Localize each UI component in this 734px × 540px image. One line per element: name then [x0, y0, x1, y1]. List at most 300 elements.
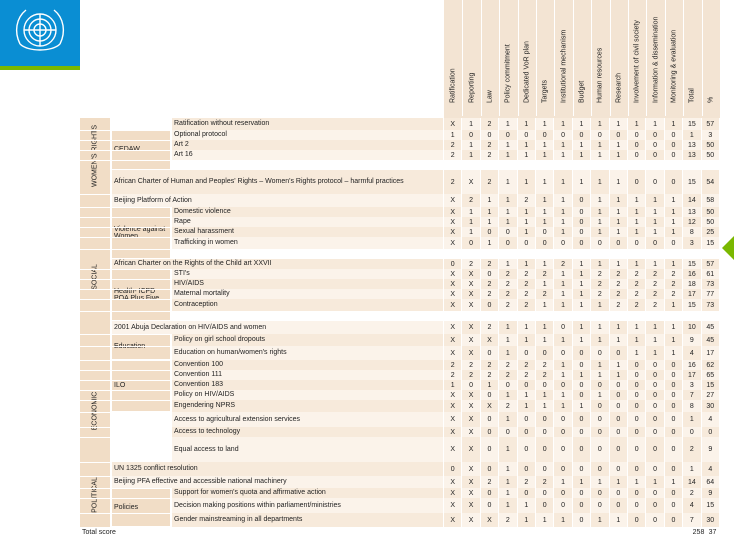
score-cell: 1: [628, 217, 646, 227]
score-cell: 1: [499, 118, 517, 130]
score-cell: 1: [665, 476, 683, 488]
score-cell: 2: [481, 170, 499, 194]
score-cell: 2: [536, 289, 554, 299]
score-cell: 2: [481, 150, 499, 160]
score-cell: 1: [499, 334, 517, 346]
score-cell: 0: [646, 412, 664, 427]
score-cell: 1: [646, 259, 664, 269]
score-cell: 0: [628, 150, 646, 160]
score-cell: 1: [610, 513, 628, 527]
score-cell: 1: [573, 279, 591, 289]
score-cell: 2: [628, 289, 646, 299]
score-cell: 13: [683, 207, 701, 217]
score-cell: 2: [554, 259, 572, 269]
score-cell: 0: [628, 412, 646, 427]
score-cell: 0: [665, 513, 683, 527]
score-cell: 2: [481, 360, 499, 370]
score-cell: 0: [573, 194, 591, 207]
score-cell: 0: [554, 380, 572, 390]
score-cell: 1: [536, 259, 554, 269]
score-cell: X: [462, 170, 480, 194]
score-cell: 0: [591, 400, 609, 412]
score-cell: X: [462, 513, 480, 527]
score-cell: 1: [536, 170, 554, 194]
score-cell: X: [444, 427, 462, 437]
score-cell: X: [444, 207, 462, 217]
score-cell: 1: [683, 412, 701, 427]
row-label: Equal access to land: [172, 437, 444, 462]
score-cell: 2: [646, 269, 664, 279]
score-cell: 17: [702, 346, 720, 360]
score-cell: 18: [683, 279, 701, 289]
column-header: [591, 0, 610, 116]
score-cell: 4: [683, 346, 701, 360]
un-emblem-icon: [6, 4, 74, 62]
score-cell: 0: [573, 498, 591, 513]
score-cell: 1: [554, 140, 572, 150]
score-cell: 0: [610, 412, 628, 427]
score-cell: 1: [536, 207, 554, 217]
score-cell: 2: [499, 513, 517, 527]
row-label: Sexual harassment: [172, 227, 444, 237]
score-cell: 0: [481, 346, 499, 360]
score-cell: 0: [646, 498, 664, 513]
score-cell: 1: [573, 299, 591, 311]
score-cell: 2: [499, 400, 517, 412]
row-subgroup: Violence against Women: [112, 207, 170, 259]
score-cell: 45: [702, 321, 720, 334]
score-cell: 10: [683, 321, 701, 334]
score-cell: 0: [610, 346, 628, 360]
score-cell: 1: [591, 259, 609, 269]
score-cell: X: [462, 437, 480, 462]
score-cell: 1: [610, 321, 628, 334]
score-cell: X: [462, 289, 480, 299]
score-cell: 0: [481, 437, 499, 462]
score-cell: 1: [481, 207, 499, 217]
row-label: Optional protocol: [172, 130, 444, 140]
row-label: Convention 111: [172, 370, 444, 380]
score-cell: 0: [536, 346, 554, 360]
score-cell: 2: [518, 360, 536, 370]
score-cell: 1: [573, 289, 591, 299]
column-header-label: Monitoring & evaluation: [670, 29, 678, 103]
total-score-percent: 37: [708, 529, 717, 536]
score-cell: 0: [518, 130, 536, 140]
score-cell: 1: [628, 259, 646, 269]
score-cell: 1: [518, 498, 536, 513]
column-header-label: Policy commitment: [504, 44, 512, 103]
column-header: [462, 0, 481, 116]
score-cell: 1: [554, 279, 572, 289]
score-cell: 0: [536, 380, 554, 390]
score-cell: 0: [646, 462, 664, 476]
score-cell: 4: [683, 498, 701, 513]
score-cell: X: [462, 476, 480, 488]
score-cell: 0: [554, 130, 572, 140]
score-cell: 1: [610, 194, 628, 207]
score-cell: 1: [591, 227, 609, 237]
score-cell: 0: [665, 390, 683, 400]
score-cell: 0: [591, 488, 609, 498]
row-label: African Charter of Human and Peoples' Rights – Women's Rights protocol – harmful practices: [112, 170, 444, 194]
score-cell: 1: [554, 513, 572, 527]
score-cell: 1: [462, 217, 480, 227]
score-cell: 0: [481, 299, 499, 311]
total-score-value: 258: [692, 529, 705, 536]
score-cell: 17: [683, 289, 701, 299]
score-cell: 1: [554, 118, 572, 130]
score-cell: 0: [554, 237, 572, 249]
score-cell: X: [444, 237, 462, 249]
column-header: [610, 0, 629, 116]
column-header: [481, 0, 500, 116]
score-cell: 0: [573, 380, 591, 390]
score-cell: 2: [444, 140, 462, 150]
score-cell: 2: [628, 279, 646, 289]
score-cell: 2: [499, 299, 517, 311]
score-cell: 0: [610, 390, 628, 400]
score-cell: 2: [628, 269, 646, 279]
score-cell: 0: [481, 462, 499, 476]
score-cell: 2: [444, 150, 462, 160]
score-cell: 4: [702, 412, 720, 427]
score-cell: 50: [702, 140, 720, 150]
score-cell: 0: [591, 462, 609, 476]
score-cell: 15: [702, 498, 720, 513]
score-cell: 0: [610, 380, 628, 390]
score-cell: 2: [518, 269, 536, 279]
score-cell: 0: [536, 488, 554, 498]
score-cell: 0: [518, 462, 536, 476]
row-label: HIV/AIDS: [172, 279, 444, 289]
score-cell: 0: [591, 130, 609, 140]
score-cell: 1: [554, 360, 572, 370]
score-cell: 0: [444, 462, 462, 476]
score-cell: 0: [481, 412, 499, 427]
score-cell: 0: [518, 427, 536, 437]
score-cell: 0: [573, 513, 591, 527]
score-cell: 1: [610, 227, 628, 237]
score-cell: 1: [591, 140, 609, 150]
column-header-label: Total: [688, 88, 696, 103]
score-cell: 62: [702, 360, 720, 370]
row-label: Access to technology: [172, 427, 444, 437]
score-cell: 0: [499, 380, 517, 390]
score-cell: 1: [628, 334, 646, 346]
score-cell: 2: [518, 370, 536, 380]
row-label: Rape: [172, 217, 444, 227]
score-cell: 1: [665, 299, 683, 311]
score-cell: 1: [646, 118, 664, 130]
score-cell: 0: [591, 412, 609, 427]
score-cell: 0: [444, 259, 462, 269]
score-cell: 1: [646, 346, 664, 360]
score-cell: 1: [536, 279, 554, 289]
row-label: Policy on HIV/AIDS: [172, 390, 444, 400]
score-cell: 1: [554, 476, 572, 488]
column-header-label: Institutional mechanism: [560, 29, 568, 103]
score-cell: 1: [499, 150, 517, 160]
score-cell: X: [444, 194, 462, 207]
score-cell: 1: [591, 390, 609, 400]
score-cell: 2: [665, 289, 683, 299]
score-cell: X: [444, 118, 462, 130]
score-cell: X: [444, 289, 462, 299]
score-cell: 0: [591, 346, 609, 360]
score-cell: 0: [646, 140, 664, 150]
score-cell: 0: [518, 437, 536, 462]
score-cell: 1: [610, 476, 628, 488]
score-cell: 0: [665, 150, 683, 160]
score-cell: 0: [462, 130, 480, 140]
column-header-label: Involvement of civil society: [633, 20, 641, 103]
score-cell: 73: [702, 299, 720, 311]
score-cell: 1: [610, 118, 628, 130]
score-cell: 13: [683, 150, 701, 160]
score-cell: 2: [462, 360, 480, 370]
score-cell: 1: [499, 194, 517, 207]
score-cell: 1: [518, 170, 536, 194]
score-cell: 2: [499, 289, 517, 299]
score-cell: 1: [628, 118, 646, 130]
score-cell: 1: [536, 334, 554, 346]
score-cell: 2: [518, 194, 536, 207]
row-label: African Charter on the Rights of the Child art XXVII: [112, 259, 444, 269]
score-cell: 1: [591, 194, 609, 207]
score-cell: 2: [610, 269, 628, 279]
score-cell: 0: [610, 488, 628, 498]
score-cell: 9: [702, 488, 720, 498]
score-cell: X: [444, 488, 462, 498]
score-cell: 1: [554, 207, 572, 217]
score-cell: 2: [536, 370, 554, 380]
score-cell: 0: [610, 462, 628, 476]
score-cell: 54: [702, 170, 720, 194]
score-cell: 1: [462, 207, 480, 217]
score-cell: 1: [462, 118, 480, 130]
score-cell: 2: [499, 269, 517, 279]
row-label: Maternal mortality: [172, 289, 444, 299]
score-cell: 1: [481, 194, 499, 207]
score-cell: 1: [518, 390, 536, 400]
score-cell: 1: [646, 207, 664, 217]
score-cell: 1: [610, 170, 628, 194]
score-cell: 0: [573, 412, 591, 427]
score-cell: 1: [591, 150, 609, 160]
score-cell: 0: [646, 380, 664, 390]
score-cell: 15: [683, 259, 701, 269]
score-cell: X: [444, 513, 462, 527]
score-cell: 2: [462, 370, 480, 380]
score-cell: 0: [646, 437, 664, 462]
score-cell: X: [462, 462, 480, 476]
score-cell: 2: [518, 299, 536, 311]
score-cell: 0: [628, 360, 646, 370]
score-cell: 0: [536, 130, 554, 140]
score-cell: 1: [591, 217, 609, 227]
score-cell: 0: [628, 400, 646, 412]
score-cell: 2: [646, 299, 664, 311]
row-subgroup: Policies: [112, 488, 170, 527]
row-label: UN 1325 conflict resolution: [112, 462, 444, 476]
score-cell: 1: [573, 321, 591, 334]
score-cell: 1: [646, 217, 664, 227]
score-cell: 1: [518, 400, 536, 412]
row-label: Decision making positions within parliament/ministries: [172, 498, 444, 513]
score-cell: 2: [444, 170, 462, 194]
score-cell: 12: [683, 217, 701, 227]
score-cell: 1: [499, 488, 517, 498]
score-cell: 2: [591, 279, 609, 289]
score-cell: 0: [610, 498, 628, 513]
score-cell: 1: [518, 118, 536, 130]
score-cell: 0: [536, 427, 554, 437]
table-row: [80, 513, 720, 528]
column-header: [628, 0, 647, 116]
score-cell: 1: [444, 130, 462, 140]
score-cell: 9: [702, 437, 720, 462]
score-cell: 1: [499, 321, 517, 334]
score-cell: 0: [518, 412, 536, 427]
score-cell: 13: [683, 140, 701, 150]
score-cell: 0: [665, 370, 683, 380]
score-cell: X: [444, 437, 462, 462]
score-cell: 1: [536, 299, 554, 311]
table-row: [80, 462, 720, 477]
table-row: [80, 194, 720, 208]
score-cell: 0: [573, 488, 591, 498]
score-cell: 1: [591, 170, 609, 194]
column-header: [702, 0, 721, 116]
score-cell: X: [462, 321, 480, 334]
score-cell: 58: [702, 194, 720, 207]
score-cell: 3: [683, 237, 701, 249]
score-cell: 1: [462, 150, 480, 160]
score-cell: 30: [702, 513, 720, 527]
score-cell: X: [444, 334, 462, 346]
score-cell: 0: [518, 380, 536, 390]
score-cell: 0: [462, 380, 480, 390]
column-header-label: Information & dissemination: [652, 16, 660, 103]
score-cell: 1: [610, 370, 628, 380]
score-cell: 1: [518, 207, 536, 217]
row-group-label: SOCIAL: [91, 264, 99, 290]
score-cell: 0: [518, 346, 536, 360]
score-cell: 25: [702, 227, 720, 237]
score-cell: 0: [628, 462, 646, 476]
column-header-label: Targets: [541, 80, 549, 103]
score-cell: 1: [554, 170, 572, 194]
score-cell: 1: [665, 259, 683, 269]
score-cell: 1: [536, 118, 554, 130]
score-cell: 1: [518, 321, 536, 334]
score-cell: 2: [646, 289, 664, 299]
score-cell: 57: [702, 118, 720, 130]
score-cell: 0: [554, 321, 572, 334]
score-cell: 1: [499, 259, 517, 269]
score-cell: 2: [518, 476, 536, 488]
score-cell: 1: [554, 150, 572, 160]
score-cell: 0: [481, 227, 499, 237]
row-label: STI's: [172, 269, 444, 279]
score-cell: X: [444, 400, 462, 412]
score-cell: 1: [573, 259, 591, 269]
score-cell: 0: [499, 237, 517, 249]
score-cell: 0: [665, 427, 683, 437]
score-cell: 0: [591, 237, 609, 249]
row-label: Beijing Platform of Action: [112, 194, 444, 207]
score-cell: 1: [665, 227, 683, 237]
score-cell: X: [462, 498, 480, 513]
score-cell: 0: [499, 227, 517, 237]
score-cell: X: [444, 299, 462, 311]
score-cell: 0: [573, 437, 591, 462]
score-cell: 2: [665, 279, 683, 289]
column-header: [444, 0, 463, 116]
score-cell: 7: [683, 513, 701, 527]
score-cell: 4: [702, 462, 720, 476]
score-cell: 2: [518, 289, 536, 299]
score-cell: 30: [702, 400, 720, 412]
score-cell: 50: [702, 207, 720, 217]
column-header: [518, 0, 537, 116]
score-cell: 1: [518, 140, 536, 150]
score-cell: 1: [499, 476, 517, 488]
accent-bar: [0, 66, 80, 70]
score-cell: 2: [536, 269, 554, 279]
score-cell: 1: [518, 217, 536, 227]
row-label: Art 16: [172, 150, 444, 160]
score-cell: 14: [683, 194, 701, 207]
table-row: [80, 150, 720, 161]
score-cell: 1: [610, 217, 628, 227]
score-cell: 0: [628, 130, 646, 140]
score-cell: 1: [536, 390, 554, 400]
column-header-label: %: [707, 96, 715, 103]
row-subgroup: Health- ICPD POA Plus Five: [112, 269, 170, 321]
score-cell: 1: [646, 476, 664, 488]
score-cell: 0: [554, 412, 572, 427]
score-cell: 1: [481, 380, 499, 390]
score-cell: 0: [610, 427, 628, 437]
score-cell: 2: [481, 321, 499, 334]
scorecard-table: [80, 0, 720, 540]
score-cell: 1: [573, 150, 591, 160]
score-cell: 0: [499, 427, 517, 437]
score-cell: 0: [702, 427, 720, 437]
score-cell: 0: [646, 488, 664, 498]
score-cell: X: [462, 346, 480, 360]
score-cell: 1: [499, 217, 517, 227]
score-cell: 0: [628, 513, 646, 527]
score-cell: 2: [683, 437, 701, 462]
score-cell: X: [462, 299, 480, 311]
score-cell: 2: [499, 360, 517, 370]
score-cell: 0: [481, 498, 499, 513]
score-cell: 0: [665, 130, 683, 140]
score-cell: 2: [481, 289, 499, 299]
row-group-label: ECONOMIC: [91, 391, 99, 431]
score-cell: 1: [573, 334, 591, 346]
score-cell: 0: [646, 400, 664, 412]
score-cell: 0: [665, 170, 683, 194]
score-cell: X: [462, 412, 480, 427]
score-cell: 0: [573, 130, 591, 140]
score-cell: 0: [628, 437, 646, 462]
score-cell: 1: [591, 476, 609, 488]
column-header: [683, 0, 702, 116]
